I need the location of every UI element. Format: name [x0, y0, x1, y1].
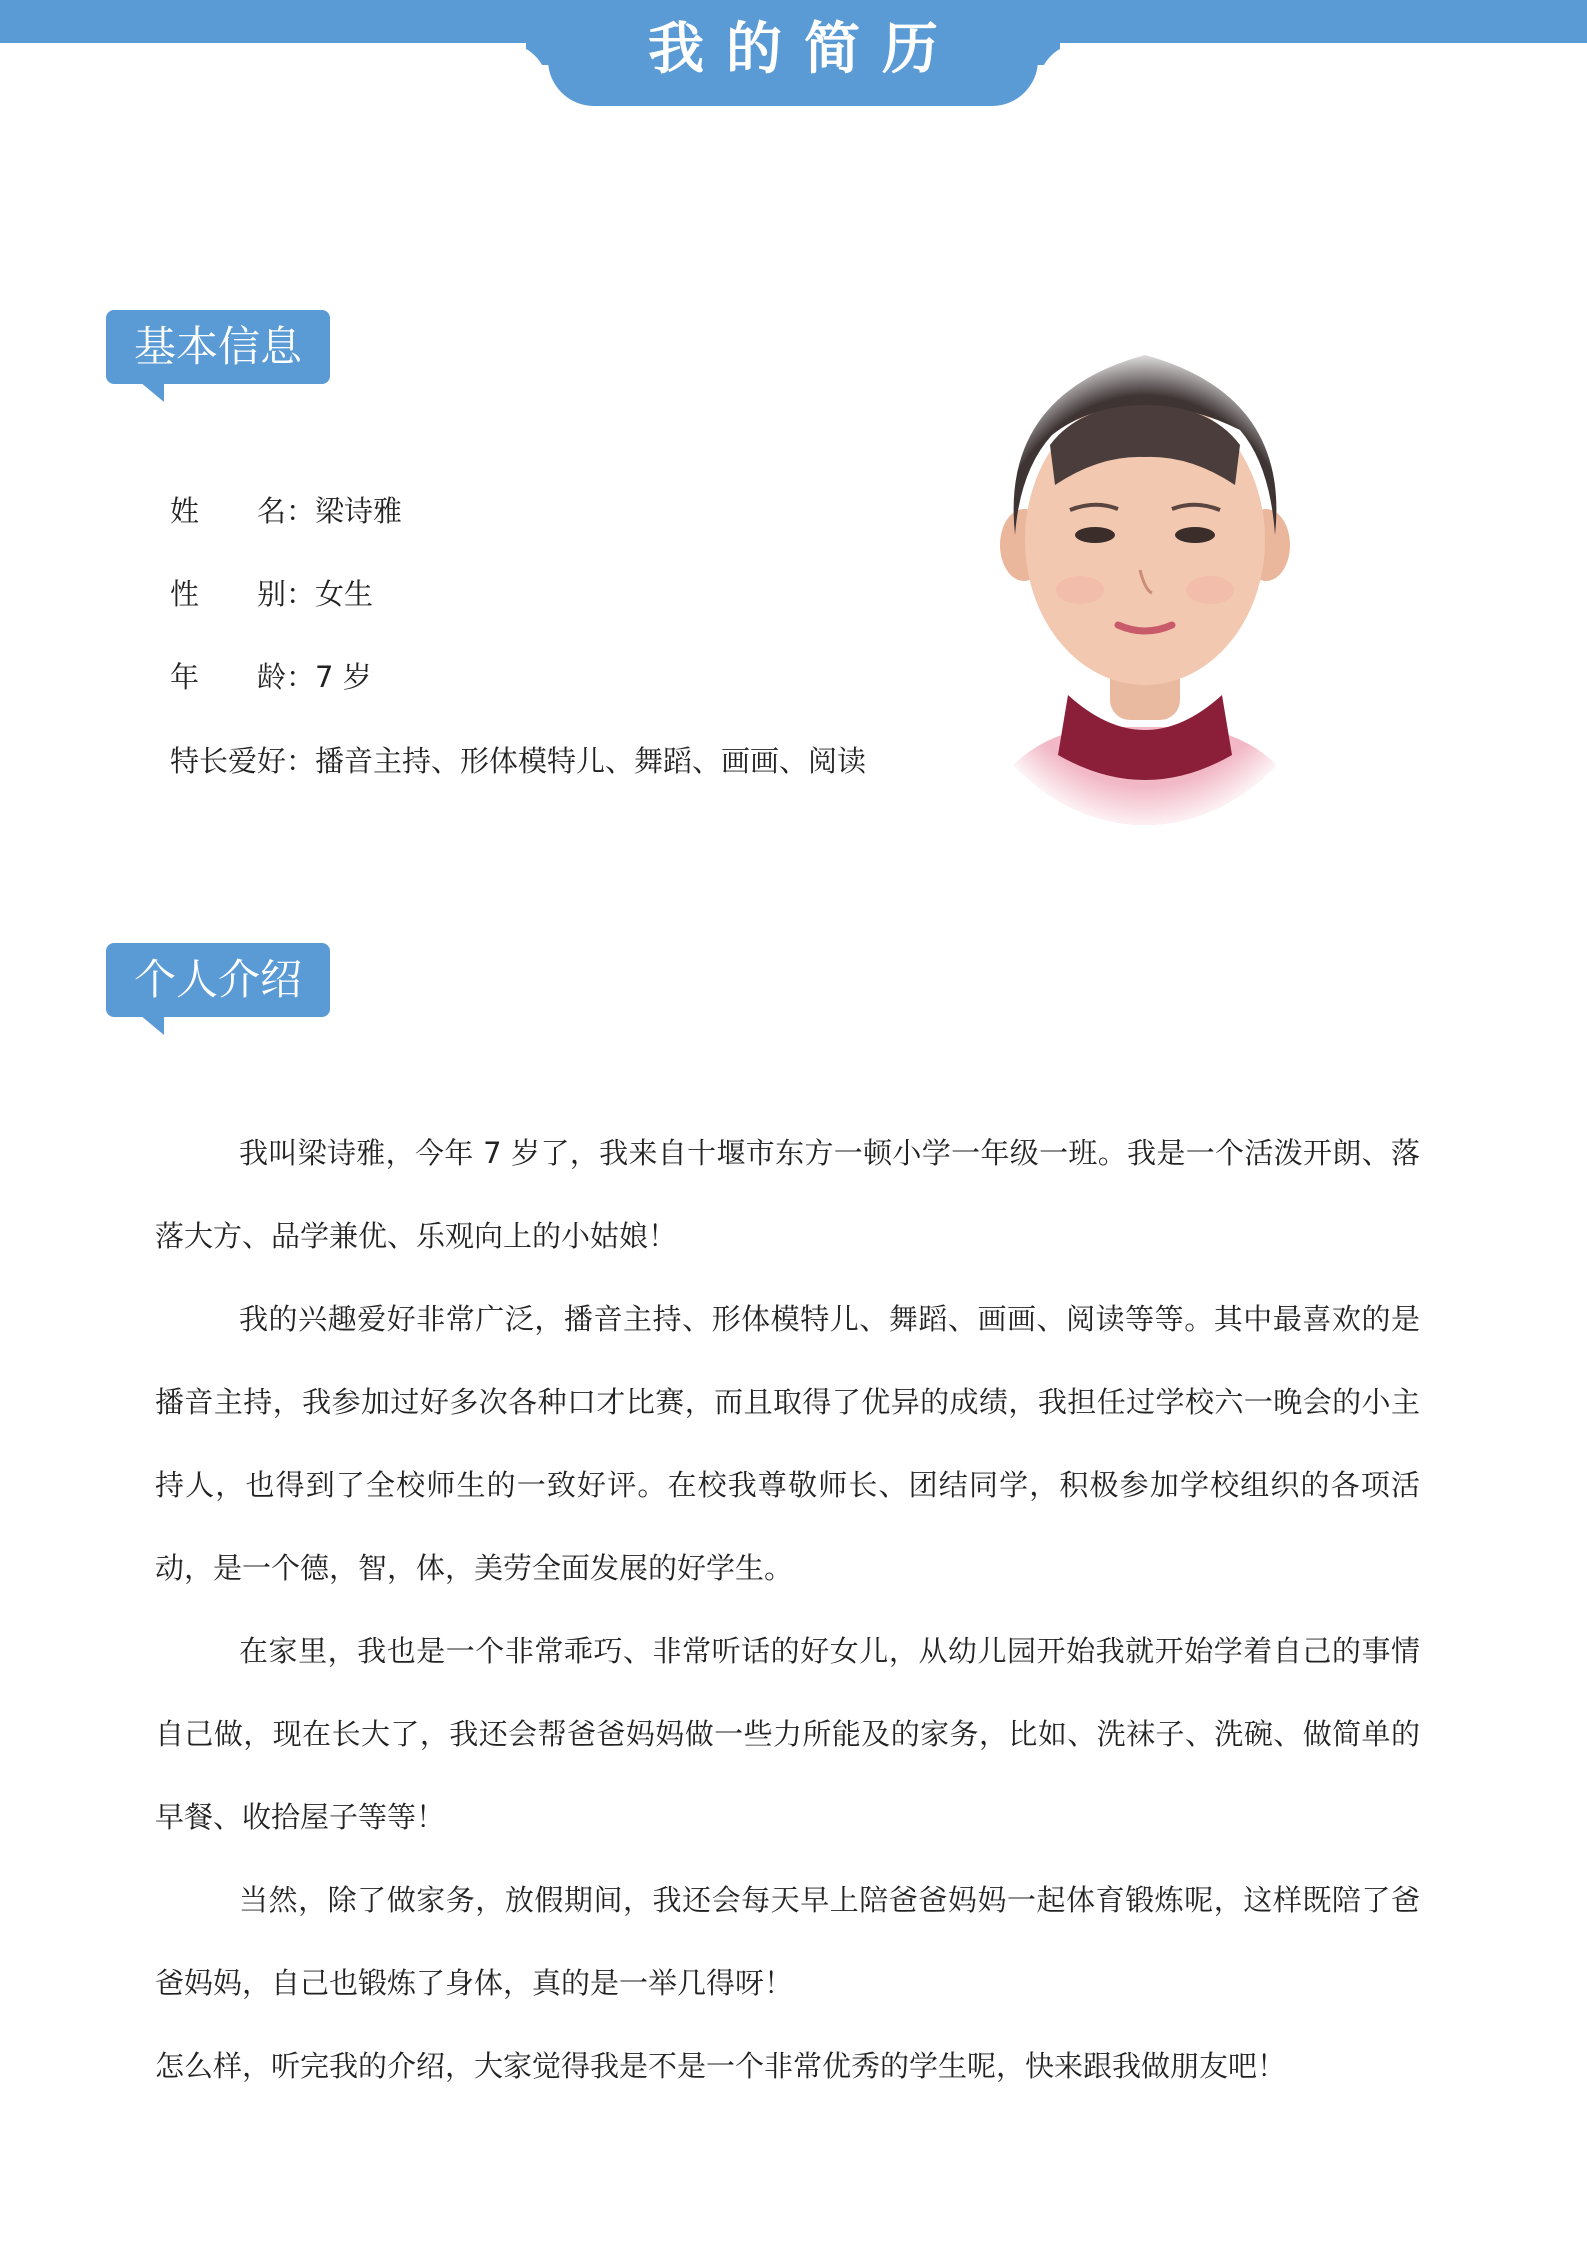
intro-paragraph: 当然，除了做家务，放假期间，我还会每天早上陪爸爸妈妈一起体育锻炼呢，这样既陪了爸爸妈妈，自己也锻炼了身体，真的是一举几得呀！ — [155, 1883, 1420, 2000]
info-row-age — [170, 657, 372, 697]
intro-paragraph: 我叫梁诗雅，今年 7 岁了，我来自十堰市东方一顿小学一年级一班。我是一个活泼开朗、落落大方、品学兼优、乐观向上的小姑娘！ — [155, 1136, 1420, 1253]
info-row-talent — [170, 741, 866, 781]
introduction-text — [155, 1112, 1420, 2108]
section-tag-basic-info: 基本信息 — [106, 310, 330, 384]
intro-paragraph: 我的兴趣爱好非常广泛，播音主持、形体模特儿、舞蹈、画画、阅读等等。其中最喜欢的是播音主持，我参加过好多次各种口才比赛，而且取得了优异的成绩，我担任过学校六一晚会的小主持人，也得到了全校师生的一致好评。在校我尊敬师长、团结同学，积极参加学校组织的各项活动，是一个德，智，体，美劳全面发展的好学生。 — [155, 1302, 1420, 1585]
info-row-name — [170, 491, 402, 531]
intro-paragraph: 怎么样，听完我的介绍，大家觉得我是不是一个非常优秀的学生呢，快来跟我做朋友吧！ — [155, 2049, 1287, 2083]
child-portrait-photo — [940, 335, 1350, 827]
info-label-gender: 性 别 — [170, 577, 287, 611]
info-label-age: 年 龄 — [170, 660, 287, 694]
info-value-name: 梁诗雅 — [315, 494, 403, 528]
info-colon: ： — [286, 494, 316, 528]
info-value-gender: 女生 — [315, 577, 374, 611]
section-tag-pointer — [140, 382, 164, 402]
info-value-talent: 播音主持、形体模特儿、舞蹈、画画、阅读 — [315, 744, 867, 778]
info-row-gender — [170, 574, 373, 614]
info-label-name: 姓 名 — [170, 494, 287, 528]
section-tag-introduction: 个人介绍 — [106, 943, 330, 1017]
info-value-age: 7 岁 — [315, 660, 372, 694]
info-colon: ： — [286, 660, 316, 694]
info-colon: ： — [286, 577, 316, 611]
info-label-talent: 特长爱好 — [170, 744, 287, 778]
intro-paragraph: 在家里，我也是一个非常乖巧、非常听话的好女儿，从幼儿园开始我就开始学着自己的事情自己做，现在长大了，我还会帮爸爸妈妈做一些力所能及的家务，比如、洗袜子、洗碗、做简单的早餐、收拾屋子等等！ — [155, 1634, 1420, 1834]
section-tag-pointer — [140, 1015, 164, 1035]
page-title: 我的简历 — [648, 17, 960, 82]
title-tab — [548, 0, 1038, 106]
info-colon: ： — [286, 744, 316, 778]
